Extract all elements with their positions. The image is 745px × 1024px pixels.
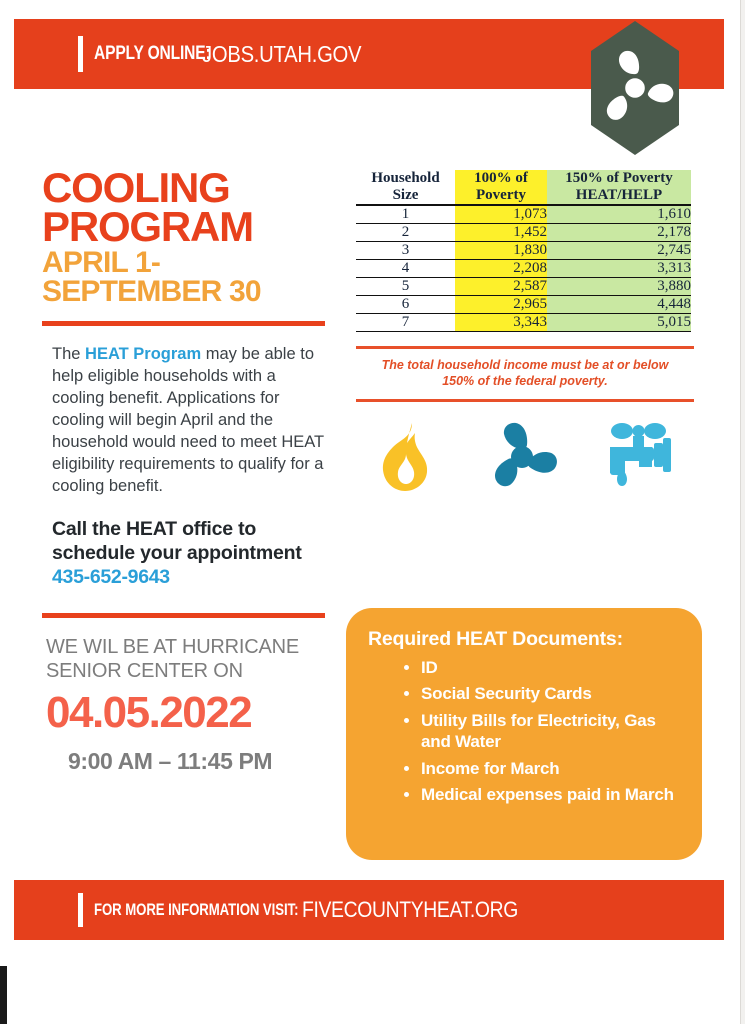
utility-icon-row	[374, 421, 684, 498]
header-150-poverty-line1: 150% of Poverty	[565, 170, 673, 186]
event-location	[46, 636, 336, 683]
header-100-poverty-line1: 100% of	[474, 170, 528, 186]
event-date: 04.05.2022	[46, 688, 252, 738]
required-documents-list	[346, 657, 702, 805]
cell-100-poverty: 1,073	[455, 205, 547, 224]
list-item-label: Utility Bills for Electricity, Gas and Water	[421, 710, 656, 752]
header-content	[78, 36, 383, 72]
bullet-icon	[404, 766, 409, 771]
footer-content	[78, 893, 548, 927]
cell-150-poverty: 3,313	[547, 259, 691, 277]
event-time: 9:00 AM – 11:45 PM	[68, 748, 273, 775]
list-item	[404, 784, 675, 805]
table-header-row	[356, 170, 691, 205]
header-tick-rule	[78, 36, 83, 72]
required-documents-box	[346, 608, 702, 860]
header-household-size-line1: Household	[371, 170, 440, 186]
header-150-poverty-line2: HEAT/HELP	[575, 186, 663, 203]
title-line-2: PROGRAM	[42, 203, 253, 251]
list-item	[404, 683, 675, 704]
cell-household-size: 6	[356, 295, 455, 313]
call-line-1: Call the HEAT office to	[52, 518, 257, 541]
list-item-label: Medical expenses paid in March	[421, 785, 674, 805]
table-body	[356, 205, 691, 332]
desc-text-before: The	[52, 344, 86, 363]
cell-150-poverty: 3,880	[547, 277, 691, 295]
phone-number[interactable]: 435-652-9643	[52, 566, 170, 589]
table-row	[356, 313, 691, 331]
program-description	[52, 343, 324, 498]
footer-banner	[14, 880, 724, 940]
season-line-1: APRIL 1-	[42, 246, 161, 280]
header-apply-label: APPLY ONLINE:	[94, 43, 211, 64]
table-row	[356, 223, 691, 241]
desc-text-after: may be able to help eligible households with a cooling benefit. Applications for cooling will begin April and the household would need to meet HEAT eligibility requirements to qualify for a cooling benefit.	[52, 344, 324, 496]
left-column	[42, 164, 332, 775]
cell-100-poverty: 1,830	[455, 241, 547, 259]
list-item	[404, 710, 675, 753]
list-item	[404, 657, 675, 678]
right-column	[356, 170, 696, 498]
bullet-icon	[404, 691, 409, 696]
divider-rule-top	[42, 321, 325, 326]
cell-150-poverty: 4,448	[547, 295, 691, 313]
header-100-poverty-line2: Poverty	[476, 186, 526, 203]
list-item-label: Social Security Cards	[421, 684, 592, 704]
list-item	[404, 758, 675, 779]
cell-100-poverty: 2,208	[455, 259, 547, 277]
bullet-icon	[404, 665, 409, 670]
flame-icon	[374, 421, 436, 498]
cell-100-poverty: 2,587	[455, 277, 547, 295]
header-household-size-line2: Size	[392, 186, 419, 203]
scan-edge-right	[740, 0, 745, 1024]
title-line-1: COOLING	[42, 164, 230, 211]
cell-household-size: 3	[356, 241, 455, 259]
bullet-icon	[404, 718, 409, 723]
header-150-poverty	[547, 170, 691, 205]
season-line-2: SEPTEMBER 30	[42, 274, 261, 308]
footer-tick-rule	[78, 893, 83, 927]
cell-150-poverty: 1,610	[547, 205, 691, 224]
faucet-icon	[608, 421, 684, 498]
page-title	[42, 164, 332, 251]
poverty-guidelines-table	[356, 170, 691, 332]
table-row	[356, 295, 691, 313]
header-100-poverty	[455, 170, 547, 205]
divider-rule-bottom	[42, 613, 325, 618]
heat-program-highlight: HEAT Program	[85, 344, 202, 363]
table-row	[356, 259, 691, 277]
fan-hex-logo-icon	[591, 21, 679, 155]
list-item-label: Income for March	[421, 758, 560, 778]
program-season	[42, 246, 332, 308]
list-item-label: ID	[421, 658, 438, 677]
call-to-action	[52, 518, 332, 589]
table-row	[356, 241, 691, 259]
footer-website-url[interactable]: FIVECOUNTYHEAT.ORG	[302, 897, 519, 922]
header-household-size	[356, 170, 455, 205]
income-note-text: The total household income must be at or below 150% of the federal poverty.	[381, 357, 669, 389]
cell-150-poverty: 5,015	[547, 313, 691, 331]
cell-100-poverty: 1,452	[455, 223, 547, 241]
cell-household-size: 2	[356, 223, 455, 241]
note-rule-bottom	[356, 399, 694, 402]
bullet-icon	[404, 792, 409, 797]
table-row	[356, 277, 691, 295]
table-row	[356, 205, 691, 224]
cell-150-poverty: 2,745	[547, 241, 691, 259]
cell-household-size: 4	[356, 259, 455, 277]
cell-100-poverty: 2,965	[455, 295, 547, 313]
call-line-2: schedule your appointment	[52, 541, 302, 564]
event-location-line-1: WE WIL BE AT HURRICANE	[46, 636, 300, 659]
scan-edge-left	[0, 966, 7, 1024]
cell-household-size: 7	[356, 313, 455, 331]
header-apply-url[interactable]: JOBS.UTAH.GOV	[202, 40, 362, 67]
event-location-line-2: SENIOR CENTER ON	[46, 659, 243, 682]
footer-info-label: FOR MORE INFORMATION VISIT:	[94, 900, 299, 919]
income-note-block	[356, 346, 694, 403]
fan-icon	[483, 421, 561, 498]
cell-100-poverty: 3,343	[455, 313, 547, 331]
cell-household-size: 1	[356, 205, 455, 224]
required-documents-title: Required HEAT Documents:	[368, 628, 623, 650]
cell-household-size: 5	[356, 277, 455, 295]
scan-edge-top	[0, 0, 745, 5]
cell-150-poverty: 2,178	[547, 223, 691, 241]
